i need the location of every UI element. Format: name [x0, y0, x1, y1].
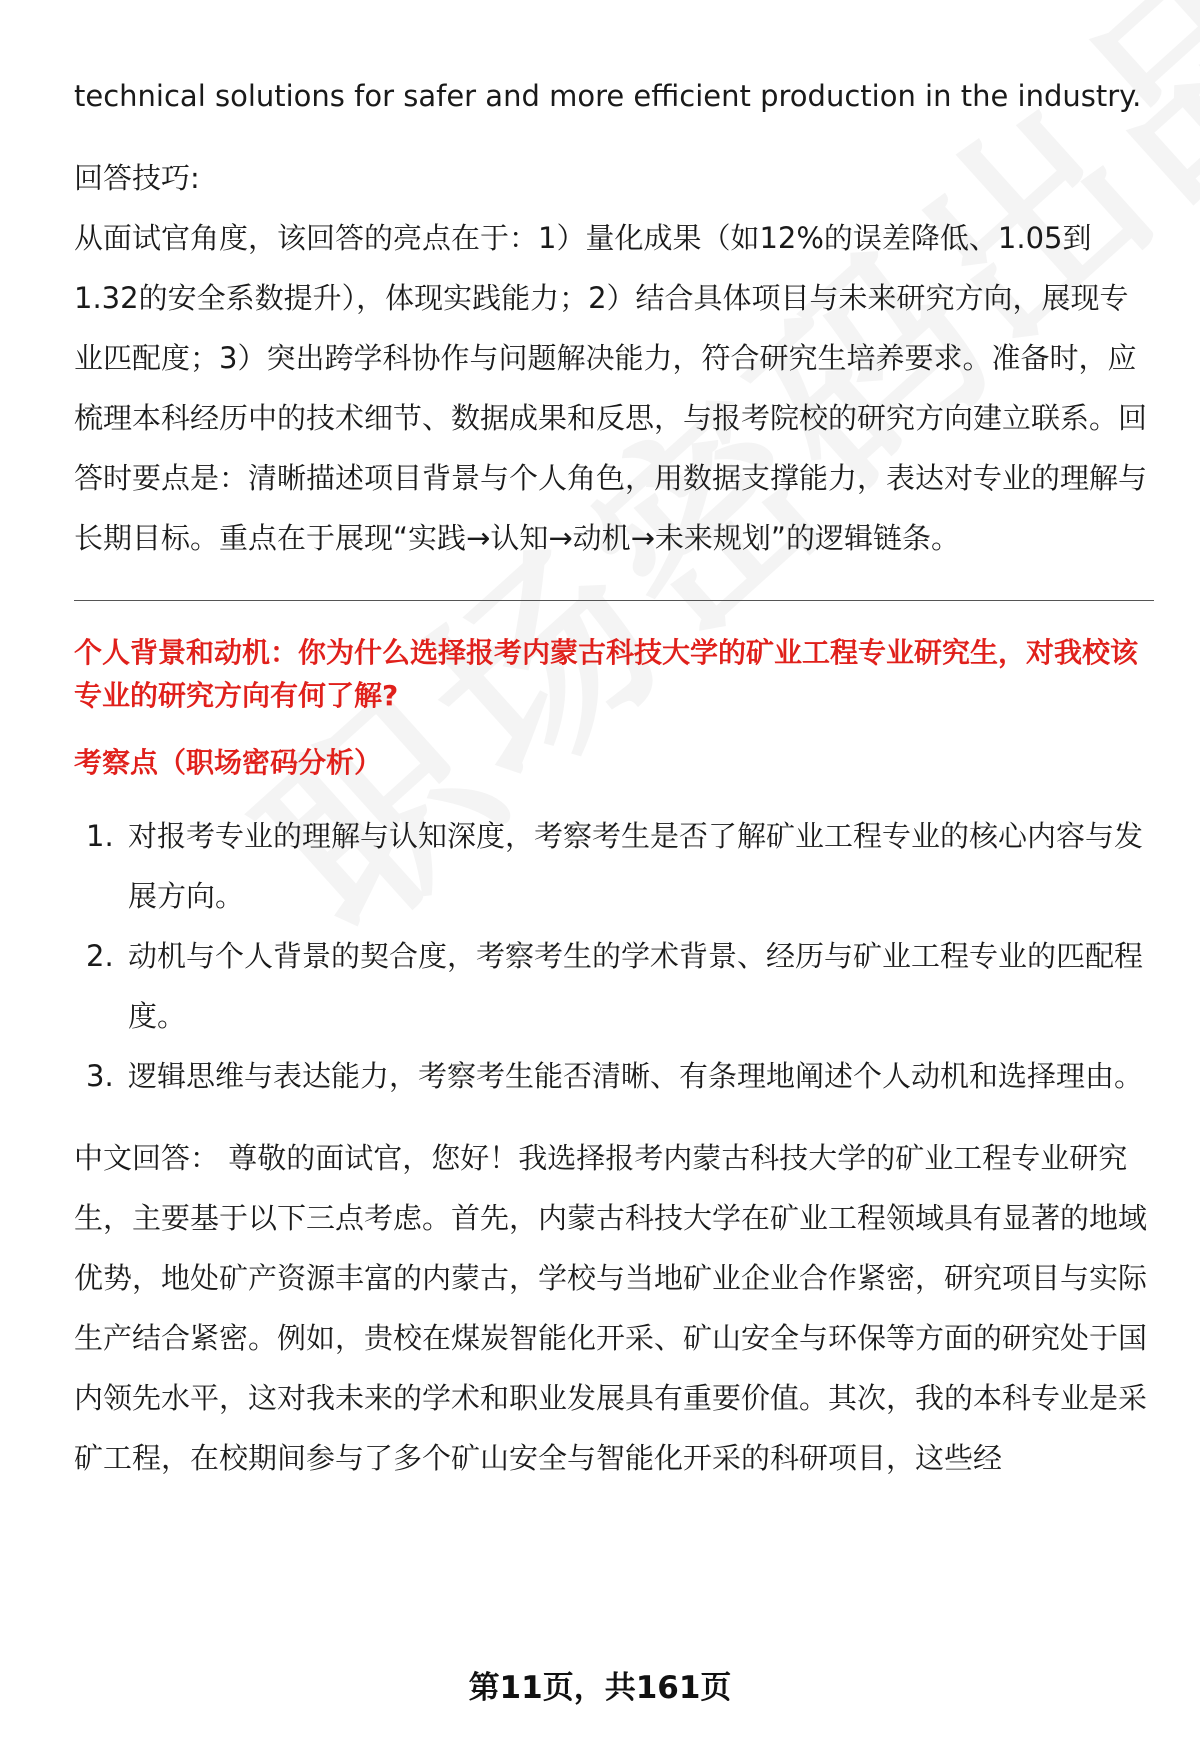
list-item: [74, 926, 1154, 1046]
tips-title: 回答技巧:: [74, 161, 200, 195]
list-item: [74, 806, 1154, 926]
chinese-answer-paragraph: 中文回答： 尊敬的面试官，您好！我选择报考内蒙古科技大学的矿业工程专业研究生，主要基于以下三点考虑。首先，内蒙古科技大学在矿业工程领域具有显著的地域优势，地处矿产资源丰富的内蒙古，学校与当地矿业企业合作紧密，研究项目与实际生产结合紧密。例如，贵校在煤炭智能化开采、矿山安全与环保等方面的研究处于国内领先水平，这对我未来的学术和职业发展具有重要价值。其次，我的本科专业是采矿工程，在校期间参与了多个矿山安全与智能化开采的科研项目，这些经: [74, 1141, 1148, 1475]
section-divider: [74, 600, 1154, 601]
assessment-points-label: 考察点（职场密码分析）: [74, 746, 383, 779]
intro-paragraph: technical solutions for safer and more efficient production in the industry.: [74, 79, 1142, 113]
tips-paragraph: 从面试官角度，该回答的亮点在于：1）量化成果（如12%的误差降低、1.05到1.32的安全系数提升），体现实践能力；2）结合具体项目与未来研究方向，展现专业匹配度；3）突出跨学科协作与问题解决能力，符合研究生培养要求。准备时，应梳理本科经历中的技术细节、数据成果和反思，与报考院校的研究方向建立联系。回答时要点是：清晰描述项目背景与个人角色，用数据支撑能力，表达对专业的理解与长期目标。重点在于展现“实践→认知→动机→未来规划”的逻辑链条。: [74, 221, 1148, 555]
list-item-text: 动机与个人背景的契合度，考察考生的学术背景、经历与矿业工程专业的匹配程度。: [128, 939, 1144, 1033]
list-item-number: 2.: [86, 939, 114, 973]
list-item-text: 对报考专业的理解与认知深度，考察考生是否了解矿业工程专业的核心内容与发展方向。: [128, 819, 1144, 913]
list-item: [74, 1046, 1154, 1106]
list-item-number: 1.: [86, 819, 114, 853]
list-item-text: 逻辑思维与表达能力，考察考生能否清晰、有条理地阐述个人动机和选择理由。: [128, 1059, 1144, 1093]
list-item-number: 3.: [86, 1059, 114, 1093]
assessment-points-list: [74, 806, 1154, 1106]
document-page: [74, 66, 1154, 1488]
question-heading: 个人背景和动机：你为什么选择报考内蒙古科技大学的矿业工程专业研究生，对我校该专业的研究方向有何了解?: [74, 636, 1139, 712]
page-number: 第11页，共161页: [468, 1670, 732, 1706]
